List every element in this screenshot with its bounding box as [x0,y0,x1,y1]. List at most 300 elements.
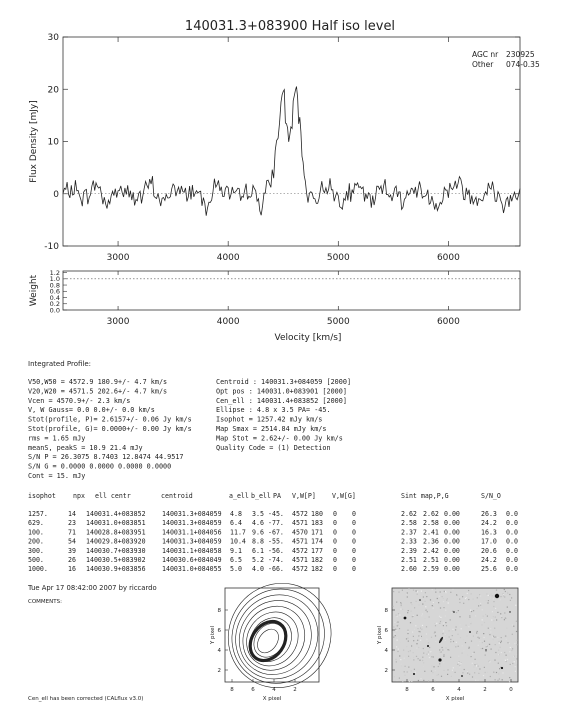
table-cell: 8.8 [252,537,264,546]
table-cell: 140031.3+084059 [162,519,222,528]
table-cell: 140028.8+083951 [86,528,146,537]
table-cell: 182 [311,556,323,564]
noise-pixel [445,634,446,635]
table-cell: 177 [311,546,323,555]
table-cell: 171 [311,528,323,537]
noise-pixel [460,637,461,638]
noise-pixel [407,671,408,672]
noise-pixel [493,601,494,602]
table-row [28,538,518,546]
noise-pixel [516,621,517,622]
profile-right-line: Opt pos : 140031.0+083901 [2000] [216,387,347,396]
noise-pixel [416,601,417,602]
noise-pixel [407,630,408,631]
noise-pixel [425,618,426,619]
spectrum-xtick-label: 4000 [216,253,240,263]
table-cell: 10.4 [230,537,246,546]
noise-pixel [455,614,456,615]
table-cell: 140031.1+084058 [162,546,222,555]
noise-pixel [510,647,511,648]
noise-pixel [505,618,506,619]
noise-pixel [461,628,462,629]
table-cell: 54 [68,537,76,546]
weight-ytick-label: 1.2 [49,268,60,277]
table-cell: 2.62 [401,510,417,518]
noise-pixel [431,665,432,666]
noise-pixel [500,596,501,597]
noise-pixel [435,641,436,642]
noise-pixel [413,590,414,591]
noise-pixel [443,662,444,663]
contour-ytick-label: 6 [217,628,221,634]
table-cell: 24.2 [481,556,497,564]
noise-pixel [443,670,444,671]
noise-pixel [406,638,407,639]
noise-pixel [462,645,463,646]
noise-pixel [483,616,484,617]
noise-pixel [417,594,418,595]
table-cell: 16 [68,565,76,574]
contour-map [208,563,352,708]
star [419,599,421,601]
noise-pixel [423,653,424,654]
noise-pixel [422,604,423,605]
table-row [28,556,518,564]
noise-pixel [400,607,401,608]
profile-right-line: Map Stot = 2.62+/- 0.00 Jy km/s [216,434,343,443]
noise-pixel [512,625,513,626]
table-cell: 140031.0+084055 [162,565,222,574]
noise-pixel [449,636,450,637]
noise-pixel [509,643,510,644]
star [413,673,415,675]
weight-ytick-label: 0.2 [49,300,60,309]
table-cell: 180 [311,510,323,518]
noise-pixel [477,680,478,681]
optical-xtick-label: 4 [457,687,461,693]
noise-pixel [493,606,494,607]
noise-pixel [401,603,402,604]
noise-pixel [462,653,463,654]
noise-pixel [399,614,400,615]
noise-pixel [507,607,508,608]
noise-pixel [448,602,449,603]
noise-pixel [416,590,417,591]
spectrum-ytick-label: 20 [47,85,59,96]
table-cell: 2.51 [423,556,439,564]
noise-pixel [417,615,418,616]
weight-ytick-label: 0.6 [49,287,60,296]
noise-pixel [501,652,502,653]
noise-pixel [407,596,408,597]
table-header: V,W[P] [292,492,316,500]
noise-pixel [438,605,439,606]
noise-pixel [438,666,439,667]
noise-pixel [400,659,401,660]
optical-xtick-label: 2 [483,687,487,693]
noise-pixel [429,616,430,617]
noise-pixel [416,648,417,649]
noise-pixel [442,647,443,648]
profile-right-line: Ellipse : 4.8 x 3.5 PA= -45. [216,406,331,415]
noise-pixel [453,641,454,642]
noise-pixel [482,642,483,643]
noise-pixel [464,669,465,670]
noise-pixel [443,630,444,631]
noise-pixel [498,650,499,651]
noise-pixel [434,681,435,682]
noise-pixel [423,662,424,663]
noise-pixel [515,671,516,672]
noise-pixel [443,656,444,657]
weight-xtick-label: 4000 [216,317,240,327]
noise-pixel [429,647,430,648]
noise-pixel [439,649,440,650]
table-cell: 0.00 [444,537,460,546]
noise-pixel [511,663,512,664]
table-header: centroid [161,492,193,500]
noise-pixel [433,607,434,608]
table-row [28,565,518,573]
noise-pixel [444,637,445,638]
noise-pixel [512,648,513,649]
noise-pixel [425,606,426,607]
noise-pixel [396,615,397,616]
noise-pixel [487,602,488,603]
noise-pixel [512,663,513,664]
table-header: a_ell [229,492,249,500]
table-cell: 6.5 [230,556,242,564]
noise-pixel [516,654,517,655]
noise-pixel [393,591,394,592]
noise-pixel [484,667,485,668]
noise-pixel [504,652,505,653]
noise-pixel [428,651,429,652]
noise-pixel [439,596,440,597]
noise-pixel [397,651,398,652]
noise-pixel [440,617,441,618]
table-row [28,510,518,518]
noise-pixel [459,666,460,667]
table-cell: 24.2 [481,519,497,528]
noise-pixel [418,658,419,659]
noise-pixel [420,636,421,637]
noise-pixel [408,631,409,632]
table-cell: 20.6 [481,546,497,555]
noise-pixel [412,616,413,617]
velocity-xlabel: Velocity [km/s] [274,333,342,343]
noise-pixel [422,625,423,626]
profile-left-line: S/N P = 26.3075 8.7403 12.8474 44.9517 [28,453,184,462]
noise-pixel [404,671,405,672]
noise-pixel [398,625,399,626]
noise-pixel [397,640,398,641]
noise-pixel [439,616,440,617]
noise-pixel [496,590,497,591]
noise-pixel [473,599,474,600]
noise-pixel [398,613,399,614]
noise-pixel [482,609,483,610]
noise-pixel [435,670,436,671]
table-cell: 0.0 [506,510,518,518]
profile-left-line: Stot(profile, P)= 2.6157+/- 0.06 Jy km/s [28,415,192,424]
noise-pixel [411,670,412,671]
noise-pixel [444,591,445,592]
noise-pixel [394,622,395,623]
table-cell: 100. [28,528,44,537]
table-cell: 140031.0+083851 [86,519,146,528]
contour-ytick-label: 8 [217,608,221,614]
table-cell: 5.2 [252,556,264,564]
table-cell: 23 [68,519,76,528]
noise-pixel [439,663,440,664]
noise-pixel [491,649,492,650]
noise-pixel [452,631,453,632]
noise-pixel [516,631,517,632]
noise-pixel [430,599,431,600]
spectrum-ytick-label: 0 [53,189,59,200]
noise-pixel [456,642,457,643]
table-cell: 4.6 [252,519,264,528]
noise-pixel [515,666,516,667]
noise-pixel [490,597,491,598]
noise-pixel [393,637,394,638]
noise-pixel [426,596,427,597]
noise-pixel [457,664,458,665]
spectrum-ticks [44,33,520,263]
table-cell: 0.0 [506,556,518,564]
noise-pixel [440,607,441,608]
noise-pixel [397,637,398,638]
noise-pixel [501,615,502,616]
table-header: Sint map,P,G [401,492,449,500]
table-cell: 9.6 [252,528,264,537]
optical-ytick-label: 2 [384,668,388,674]
spectrum-ylabel: Flux Density [mJy] [29,100,39,183]
table-cell: 2.58 [401,519,417,528]
noise-pixel [417,628,418,629]
noise-pixel [477,637,478,638]
noise-pixel [465,598,466,599]
table-cell: 629. [28,519,44,528]
noise-pixel [423,680,424,681]
noise-pixel [426,639,427,640]
noise-pixel [423,666,424,667]
noise-pixel [471,622,472,623]
table-cell: 2.60 [401,565,417,574]
noise-pixel [505,660,506,661]
noise-pixel [399,678,400,679]
agc-label: AGC nr [472,50,499,59]
noise-pixel [442,680,443,681]
noise-pixel [410,658,411,659]
noise-pixel [443,601,444,602]
noise-pixel [395,629,396,630]
table-cell: 0 [352,519,356,528]
noise-pixel [499,672,500,673]
noise-pixel [429,657,430,658]
star [485,649,486,650]
noise-pixel [419,631,420,632]
noise-pixel [400,642,401,643]
noise-pixel [502,672,503,673]
noise-pixel [478,666,479,667]
noise-pixel [503,594,504,595]
noise-pixel [427,654,428,655]
optical-image [377,588,518,702]
profile-right-line: Cen_ell : 140031.4+083852 [2000] [216,396,347,405]
table-cell: 26 [68,556,76,564]
table-cell: -77. [268,519,284,528]
noise-pixel [477,651,478,652]
noise-pixel [489,634,490,635]
noise-pixel [482,648,483,649]
table-cell: 2.36 [423,537,439,546]
noise-pixel [514,656,515,657]
noise-pixel [513,626,514,627]
table-cell: 1257. [28,510,48,518]
noise-pixel [412,632,413,633]
noise-pixel [458,610,459,611]
noise-pixel [455,672,456,673]
noise-pixel [415,672,416,673]
noise-pixel [411,604,412,605]
noise-pixel [467,593,468,594]
noise-pixel [503,595,504,596]
noise-pixel [476,668,477,669]
table-cell: 140031.3+084059 [162,537,222,546]
noise-pixel [486,645,487,646]
noise-pixel [469,615,470,616]
noise-pixel [498,654,499,655]
noise-pixel [396,646,397,647]
contour-xlabel: X pixel [262,696,282,702]
noise-pixel [407,638,408,639]
optical-ylabel: Y pixel [377,625,383,645]
noise-pixel [493,639,494,640]
noise-pixel [403,650,404,651]
noise-pixel [402,590,403,591]
table-cell: 140031.1+084056 [162,528,222,537]
profile-left-line: rms = 1.65 mJy [28,434,86,443]
timestamp: Tue Apr 17 08:42:00 2007 by riccardo [28,584,157,592]
noise-pixel [414,669,415,670]
noise-pixel [440,666,441,667]
noise-pixel [500,642,501,643]
noise-pixel [455,629,456,630]
profile-right-line: Map Smax = 2514.84 mJy km/s [216,425,327,433]
noise-pixel [403,614,404,615]
noise-pixel [509,677,510,678]
noise-pixel [517,640,518,641]
noise-pixel [419,660,420,661]
noise-pixel [480,603,481,604]
noise-pixel [438,674,439,675]
noise-pixel [449,630,450,631]
table-cell: 0 [352,556,356,564]
noise-pixel [495,652,496,653]
noise-pixel [455,646,456,647]
noise-pixel [507,642,508,643]
noise-pixel [440,652,441,653]
noise-pixel [490,631,491,632]
optical-ytick-label: 8 [384,608,388,614]
noise-pixel [418,604,419,605]
noise-pixel [437,675,438,676]
noise-pixel [423,648,424,649]
table-cell: 0.00 [444,556,460,564]
table-cell: 140031.4+083852 [86,510,146,518]
noise-pixel [440,591,441,592]
optical-ytick-label: 4 [384,648,388,654]
table-header: PA [273,492,281,500]
noise-pixel [472,653,473,654]
noise-pixel [496,672,497,673]
table-cell: 183 [311,519,323,528]
noise-pixel [413,636,414,637]
table-cell: 2.42 [423,546,439,555]
noise-pixel [506,628,507,629]
contour-xtick-label: 8 [230,687,234,693]
noise-pixel [398,592,399,593]
star [495,594,499,598]
table-header: ell centr [95,492,131,500]
table-cell: -55. [268,537,284,546]
noise-pixel [440,621,441,622]
noise-pixel [401,664,402,665]
noise-pixel [416,656,417,657]
noise-pixel [411,681,412,682]
noise-pixel [409,681,410,682]
noise-pixel [516,658,517,659]
noise-pixel [462,596,463,597]
noise-pixel [488,600,489,601]
noise-pixel [410,622,411,623]
noise-pixel [473,610,474,611]
noise-pixel [484,622,485,623]
table-cell: 2.33 [401,537,417,546]
spectrum-xtick-label: 5000 [326,253,350,263]
noise-pixel [482,619,483,620]
other-value: 074-0.35 [506,60,540,69]
noise-pixel [496,619,497,620]
noise-pixel [439,623,440,624]
noise-pixel [500,613,501,614]
table-cell: 0 [352,537,356,546]
noise-pixel [504,619,505,620]
noise-pixel [402,609,403,610]
weight-ticks [50,269,460,327]
noise-pixel [495,644,496,645]
noise-pixel [448,606,449,607]
noise-pixel [435,592,436,593]
noise-pixel [421,591,422,592]
noise-pixel [462,672,463,673]
table-header: V,W[G] [332,492,356,500]
correction-note: Cen_ell has been corrected (CALflux v3.0) [28,696,144,702]
noise-pixel [505,636,506,637]
table-header: npx [73,492,85,500]
star [461,675,463,677]
table-cell: -74. [268,556,284,564]
noise-pixel [410,650,411,651]
noise-pixel [471,641,472,642]
table-cell: 4.0 [252,565,264,574]
noise-pixel [469,617,470,618]
table-cell: 0 [352,546,356,555]
comments-label: COMMENTS: [28,599,62,605]
noise-pixel [515,605,516,606]
